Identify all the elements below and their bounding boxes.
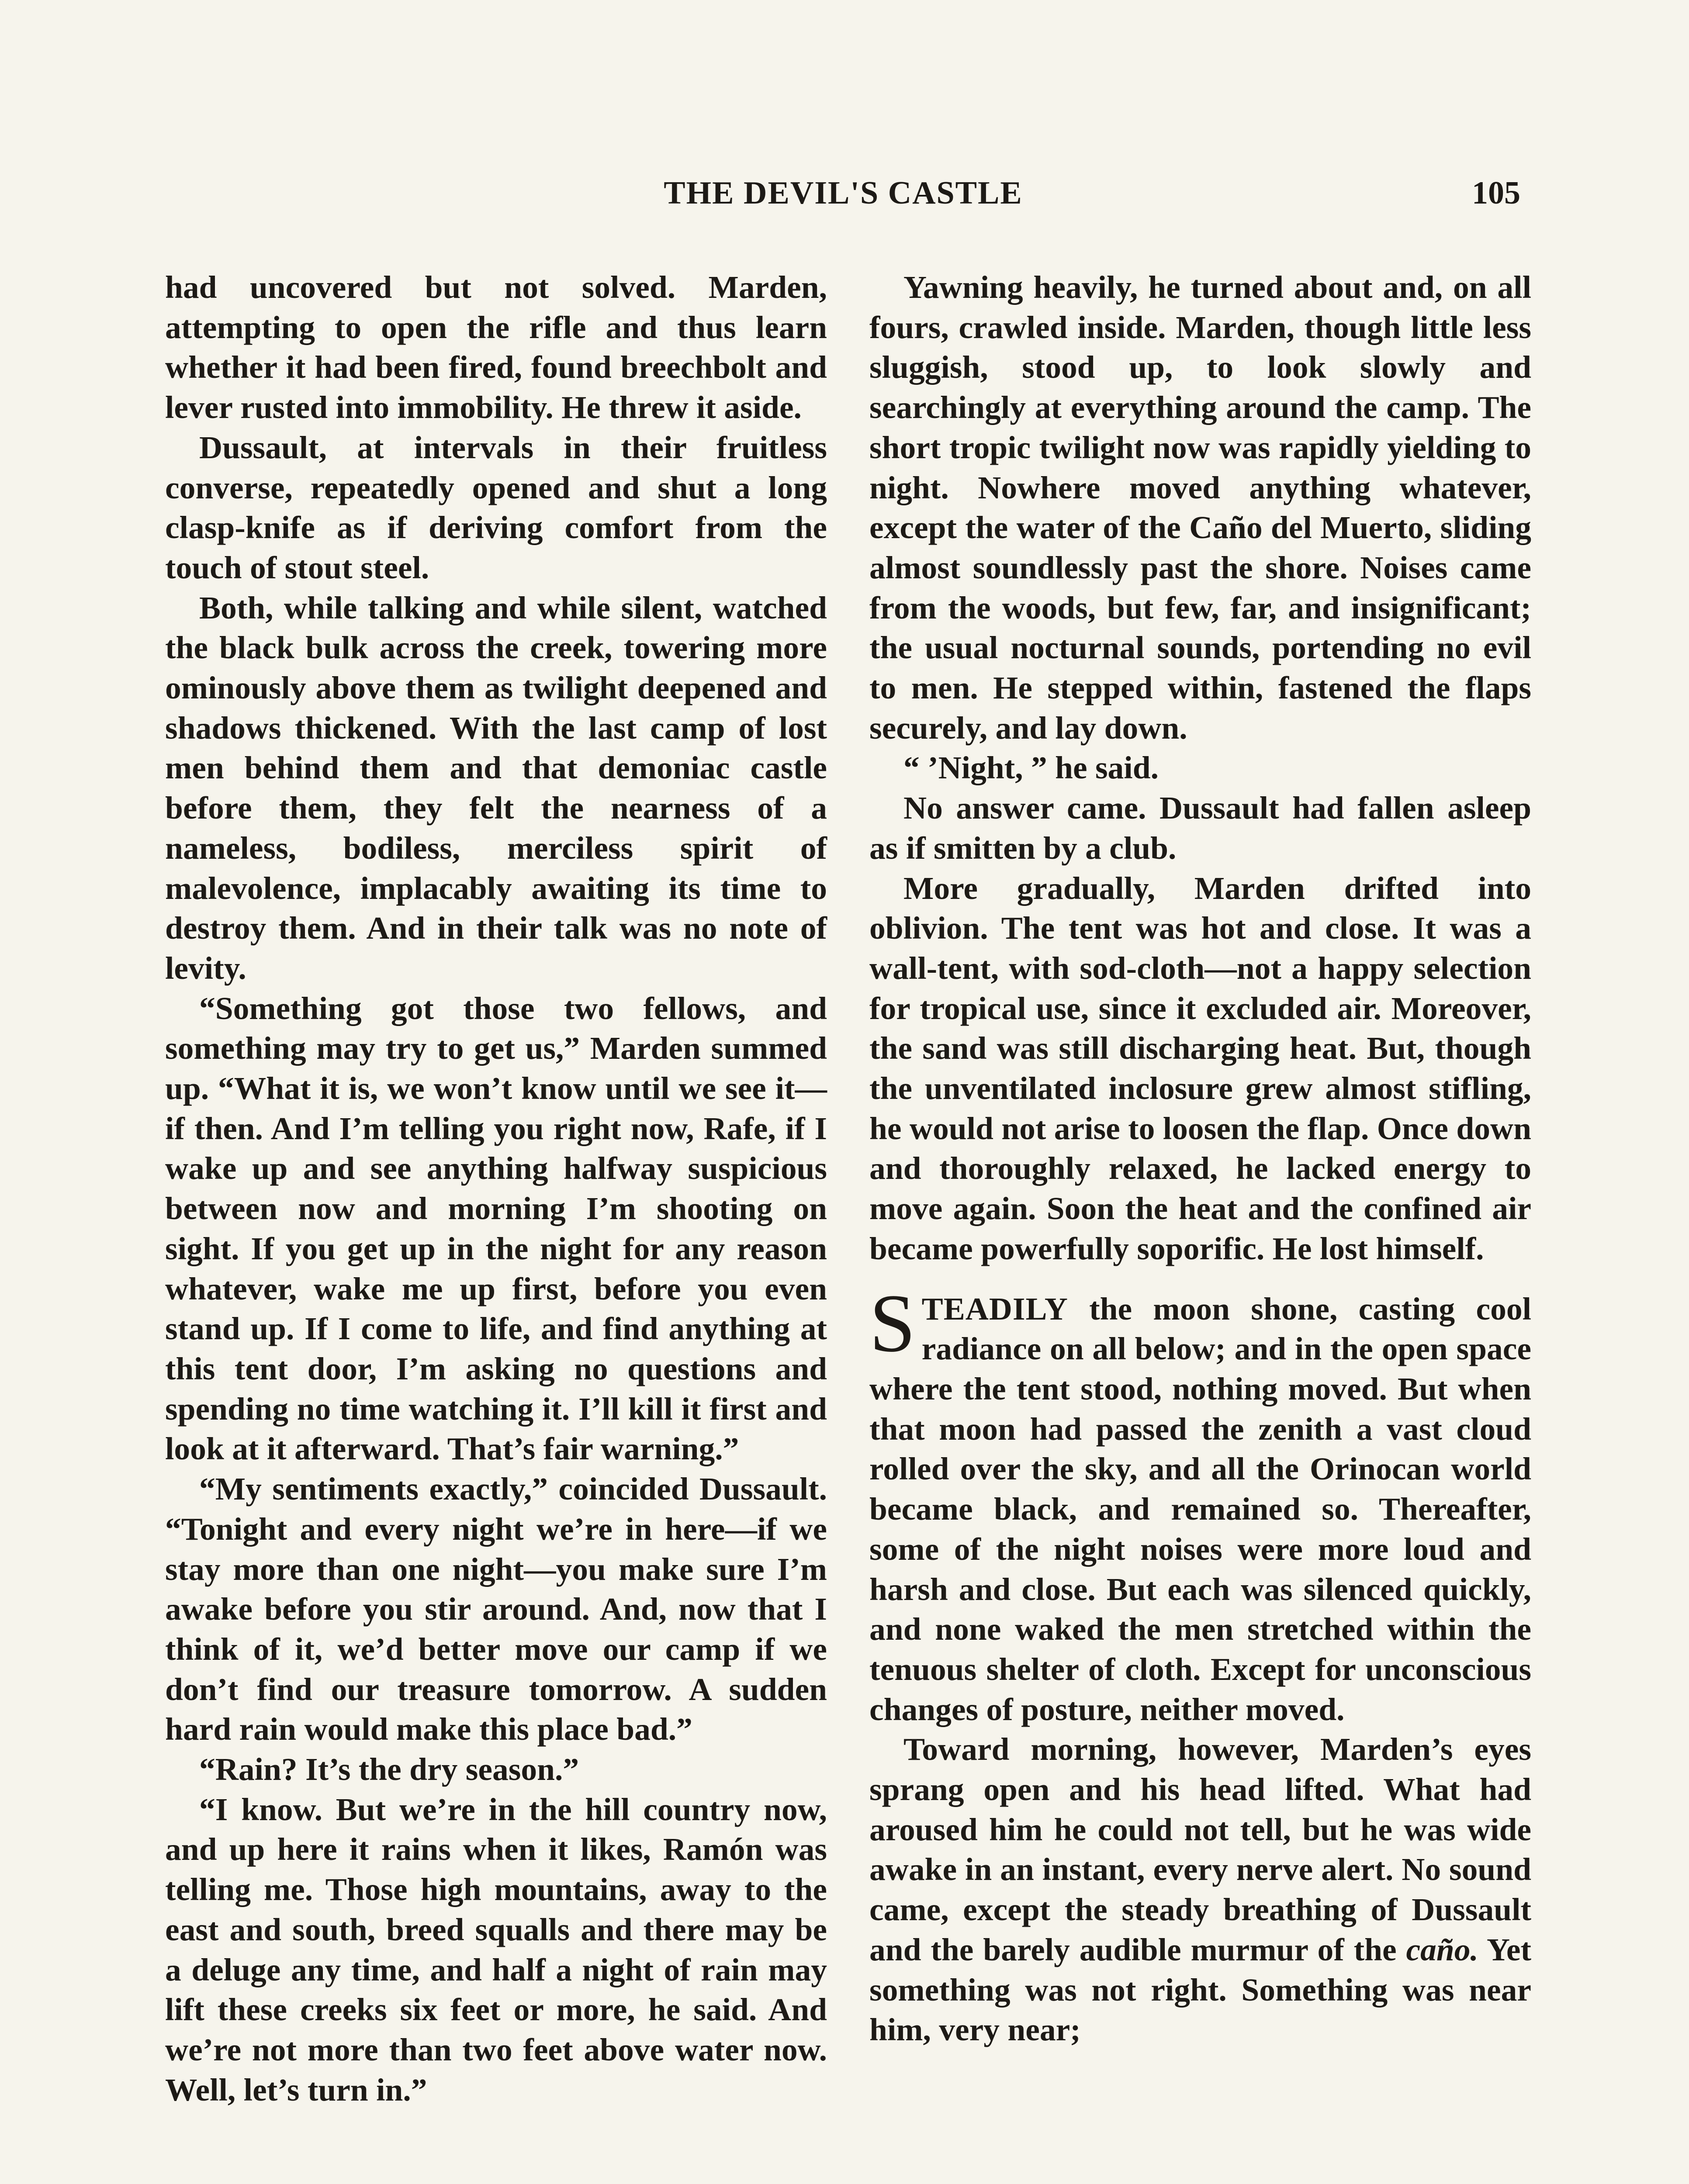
- paragraph: No answer came. Dussault had fallen asleep as if smitten by a club.: [869, 790, 1531, 866]
- section-lead-in: TEADILY: [921, 1291, 1068, 1327]
- paragraph: “Something got those two fellows, and something may try to get us,” Marden summed up. “What it is, we won’t know until we see it—if then. And I’m telling you right now, Rafe, if I wake up and see anything halfway suspicious between now and morning I’m shooting on sight. If you get up in the night for any reason whatever, wake me up first, before you even stand up. If I come to life, and find anything at this tent door, I’m asking no questions and spending no time watching it. I’ll kill it first and look at it afterward. That’s fair warning.”: [165, 990, 827, 1467]
- paragraph: “ ’Night, ” he said.: [903, 750, 1159, 786]
- page-header: [166, 175, 1520, 232]
- drop-cap: S: [869, 1277, 916, 1369]
- paragraph: “Rain? It’s the dry season.”: [199, 1752, 579, 1787]
- paragraph: Both, while talking and while silent, watched the black bulk across the creek, towering more ominously above them as twilight deepened and shadows thickened. With the last camp of lost men behind them and that demoniac castle before them, they felt the nearness of a nameless, bodiless, merciless spirit of malevolence, implacably awaiting its time to destroy them. And in their talk was no note of levity.: [165, 590, 827, 986]
- paragraph-text: Yet something was not right. Something was near him, very near;: [869, 1932, 1531, 2048]
- left-column: [165, 267, 827, 2110]
- paragraph-text: Toward morning, however, Marden’s eyes sprang open and his head lifted. What had aroused him he could not tell, but he was wide awake in an instant, every nerve alert. No sound came, except the steady breathing of Dussault and the barely audible murmur of the: [869, 1731, 1531, 1967]
- paragraph: Dussault, at intervals in their fruitless converse, repeatedly opened and shut a long clasp-knife as if deriving comfort from the touch of stout steel.: [165, 429, 827, 585]
- page-number: 105: [1472, 175, 1520, 211]
- paragraph: “I know. But we’re in the hill country now, and up here it rains when it likes, Ramón was telling me. Those high mountains, away to the east and south, breed squalls and there may be a deluge any time, and half a night of rain may lift these creeks six feet or more, he said. And we’re not more than two feet above water now. Well, let’s turn in.”: [165, 1791, 827, 2108]
- right-column: [869, 267, 1531, 2050]
- paragraph: [869, 1729, 1531, 2050]
- paragraph: More gradually, Marden drifted into oblivion. The tent was hot and close. It was a wall-tent, with sod-cloth—not a happy selection for tropical use, since it excluded air. Moreover, the sand was still discharging heat. But, though the unventilated inclosure grew almost stifling, he would not arise to loosen the flap. Once down and thoroughly relaxed, he lacked energy to move again. Soon the heat and the confined air became powerfully soporific. He lost himself.: [869, 870, 1532, 1266]
- section-text: the moon shone, casting cool radiance on all below; and in the open space where the tent stood, nothing moved. But when that moon had passed the zenith a vast cloud rolled over the sky, and all the Orinocan world became black, and remained so. Thereafter, some of the night noises were more loud and harsh and close. But each was silenced quickly, and none waked the men stretched within the tenuous shelter of cloth. Except for unconscious changes of posture, neither moved.: [869, 1291, 1531, 1727]
- section-opening-paragraph: [869, 1277, 1531, 1730]
- paragraph: had uncovered but not solved. Marden, attempting to open the rifle and thus learn whether it had been fired, found breechbolt and lever rusted into immobility. He threw it aside.: [165, 270, 827, 425]
- running-title: THE DEVIL'S CASTLE: [664, 175, 1023, 211]
- italic-word: caño.: [1406, 1932, 1478, 1967]
- paragraph: Yawning heavily, he turned about and, on all fours, crawled inside. Marden, though little less sluggish, stood up, to look slowly and searchingly at everything around the camp. The short tropic twilight now was rapidly yielding to night. Nowhere moved anything whatever, except the water of the Caño del Muerto, sliding almost soundlessly past the shore. Noises came from the woods, but few, far, and insignificant; the usual nocturnal sounds, portending no evil to men. He stepped within, fastened the flaps securely, and lay down.: [869, 270, 1531, 746]
- paragraph: “My sentiments exactly,” coincided Dussault. “Tonight and every night we’re in here—if we stay more than one night—you make sure I’m awake before you stir around. And, now that I think of it, we’d better move our camp if we don’t find our treasure tomorrow. A sudden hard rain would make this place bad.”: [165, 1471, 827, 1747]
